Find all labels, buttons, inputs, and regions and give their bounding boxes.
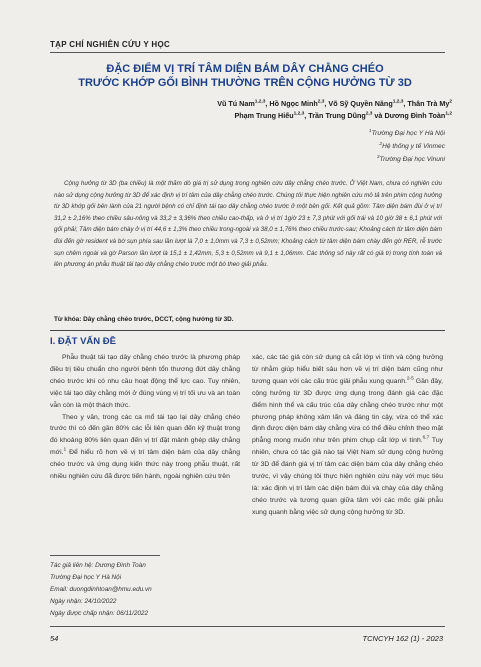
received-date: Ngày nhận: 24/10/2022	[50, 598, 117, 605]
author-line-1	[60, 98, 452, 110]
right-column	[252, 352, 443, 519]
author-line-2	[60, 110, 452, 122]
author-name: Vũ Tú Nam	[217, 99, 255, 108]
affiliation-text: Trường Đại học Vinuni	[379, 156, 445, 163]
left-column	[50, 352, 240, 483]
affiliation-text: Hệ thống y tế Vinmec	[382, 143, 445, 150]
abstract-text: Cộng hưởng từ 3D (ba chiều) là một thăm dò giá trị sử dụng trong nghiên cứu dây chằng chéo trước. Ở Việt Nam, chưa có nghiên cứu nào sử dụng cộng hưởng từ 3D để xác định vị trí tâm của dây chằng chéo trước. Chúng tôi thực hiện nghiên cứu mô tả trên phim cộng hưởng từ 3D khớp gối bên lành của 21 người bệnh có chỉ định tái tạo dây chằng chéo trước ở một bên gối. Kết quả gồm: Tâm diện bám đùi ở vị trí 31,2 ± 2,16% theo chiều sâu-nông và 33,2 ± 3,36% theo chiều cao-thấp, và ở vị trí 1giờ 23 ± 7,3 phút với gối trái và 10 giờ 38 ± 6,1 phút với gối phải; Tâm diện bám chày ở vị trí 44,6 ± 1,3% theo chiều trong-ngoài và 38,0 ± 1,76% theo chiều trước-sau; Khoảng cách từ tâm diện bám đùi đến gờ resident và bờ sụn phía sau lần lượt là 7,0 ± 1,0mm và 7,3 ± 0,52mm; Khoảng cách từ tâm diện bám chày đến gờ RER, rễ trước sụn chêm ngoài và gờ Parson lần lượt là 15,1 ± 1,42mm, 5,3 ± 0,52mm và 9,1 ± 1,06mm. Các thông số này rất có giá trị trong tính toán và lên phương án phẫu thuật tái tạo dây chằng chéo trước một bó theo giải phẫu.	[54, 180, 442, 269]
author-separator: và	[372, 111, 385, 120]
title-line-2: TRƯỚC KHỚP GỐI BÌNH THƯỜNG TRÊN CỘNG HƯỞNG TỪ 3D	[78, 77, 412, 89]
affiliation-text: Trường Đại học Y Hà Nội	[371, 130, 445, 137]
body-text: xác, các tác giả còn sử dụng cả cắt lớp vi tính và cộng hưởng từ nhằm giúp hiểu biết sâu hơn về vị trí diện bám cũng như tương quan với các cấu trúc giải phẫu xung quanh.	[252, 354, 443, 385]
abstract	[54, 178, 442, 271]
body-text: Tuy nhiên, chưa có tác giả nào tại Việt Nam sử dụng cộng hưởng từ 3D để đánh giá vị trí tâm các diện bám của dây chằng chéo trước, vì vậy chúng tôi thực hiện nghiên cứu này với mục tiêu là: xác định vị trí tâm các diện bám đùi và chày của dây chằng chéo trước và tương quan giữa tâm với các mốc giải phẫu xung quanh bằng việc sử dụng cộng hưởng từ 3D.	[252, 437, 443, 516]
body-paragraph	[50, 412, 240, 483]
affiliation-sup: 1	[368, 128, 372, 134]
affiliation-2	[250, 143, 445, 150]
footer-journal: TCNCYH 162 (1) - 2023	[362, 634, 443, 643]
section-heading: I. ĐẶT VẤN ĐỀ	[50, 336, 116, 347]
body-paragraph	[50, 352, 240, 412]
affiliation-sup: 2	[379, 141, 383, 147]
author-separator: ,	[265, 99, 270, 108]
affiliation-sup: 3	[376, 154, 380, 160]
body-text: Gần đây, cộng hưởng từ 3D được ứng dụng trong đánh giá các đặc điểm hình thể và cấu trúc của dây chằng chéo trước như một phương pháp không xâm lấn và đáng tin cậy, vừa có thể xác định được diện bám dây chằng vừa có thể điều chỉnh theo mặt phẳng mong muốn như trên phim chụp cắt lớp vi tính.	[252, 377, 443, 445]
affiliation-1	[250, 130, 445, 137]
author-separator: ,	[324, 99, 329, 108]
author-name: Võ Sỹ Quyền Năng	[328, 99, 393, 108]
author-list	[60, 98, 452, 122]
author-affil-sup: 2,3	[317, 99, 325, 105]
title-line-1: ĐẶC ĐIỂM VỊ TRÍ TÂM DIỆN BÁM DÂY CHẰNG CHÉO	[106, 63, 384, 75]
citation-sup: 1	[63, 447, 67, 453]
author-affil-sup: 2,3	[365, 111, 373, 117]
author-name: Phạm Trung Hiếu	[234, 111, 294, 120]
author-separator: ,	[304, 111, 309, 120]
journal-header: TẠP CHÍ NGHIÊN CỨU Y HỌC	[50, 40, 171, 49]
author-name: Trần Trung Dũng	[308, 111, 366, 120]
institution: Trường Đại học Y Hà Nội	[50, 574, 122, 581]
corresponding-author: Tác giả liên hệ: Dương Đình Toàn	[50, 562, 146, 569]
affiliation-3	[250, 156, 445, 163]
footnotes	[50, 560, 240, 620]
header-divider	[50, 52, 445, 53]
author-affil-sup: 1,2,3	[293, 111, 305, 117]
author-name: Hồ Ngọc Minh	[269, 99, 318, 108]
article-title	[40, 62, 450, 90]
body-paragraph	[252, 352, 443, 519]
author-name: Dương Đình Toàn	[384, 111, 446, 120]
footer-divider	[50, 626, 445, 627]
email: Email: duongdinhtoan@hmu.edu.vn	[50, 586, 152, 593]
body-text: Để hiểu rõ hơn về vị trí tâm diện bám của dây chằng chéo trước và ứng dụng kiến thức này trong phẫu thuật, rất nhiều nghiên cứu đã được tiến hành, ngoài nghiên cứu trên	[50, 449, 240, 481]
author-name: Thân Trà My	[407, 99, 450, 108]
author-affil-sup: 1,2	[445, 111, 452, 117]
keywords: Từ khóa: Dây chằng chéo trước, DCCT, cộng hưởng từ 3D.	[54, 316, 234, 323]
author-affil-sup: 2	[449, 99, 452, 105]
accepted-date: Ngày được chấp nhận: 06/11/2022	[50, 610, 149, 617]
footnote-divider	[50, 555, 160, 556]
author-affil-sup: 1,2,3	[392, 99, 404, 105]
body-text: Theo y văn, trong các ca mổ tái tạo lại dây chằng chéo trước thì có đến gần 80% các lỗi liên quan đến kỹ thuật trong đó khoảng 80% liên quan đến vị trí đặt mảnh ghép dây chằng mới.	[50, 413, 240, 457]
page-number: 54	[50, 634, 59, 643]
citation-sup: 2-5	[406, 376, 414, 382]
author-separator: ,	[403, 99, 408, 108]
citation-sup: 6,7	[422, 436, 430, 442]
body-text: Phẫu thuật tái tạo dây chằng chéo trước là phương pháp điều trị tiêu chuẩn cho người bệnh tổn thương đứt dây chằng chéo trước khi có nhu cầu hoạt động thể lực cao. Tuy nhiên, việc tái tạo dây chằng mới ở đúng vùng vị trí tối ưu và an toàn vẫn còn là một thách thức.	[50, 354, 240, 409]
author-affil-sup: 1,2,3	[254, 99, 266, 105]
section-divider	[50, 330, 445, 331]
